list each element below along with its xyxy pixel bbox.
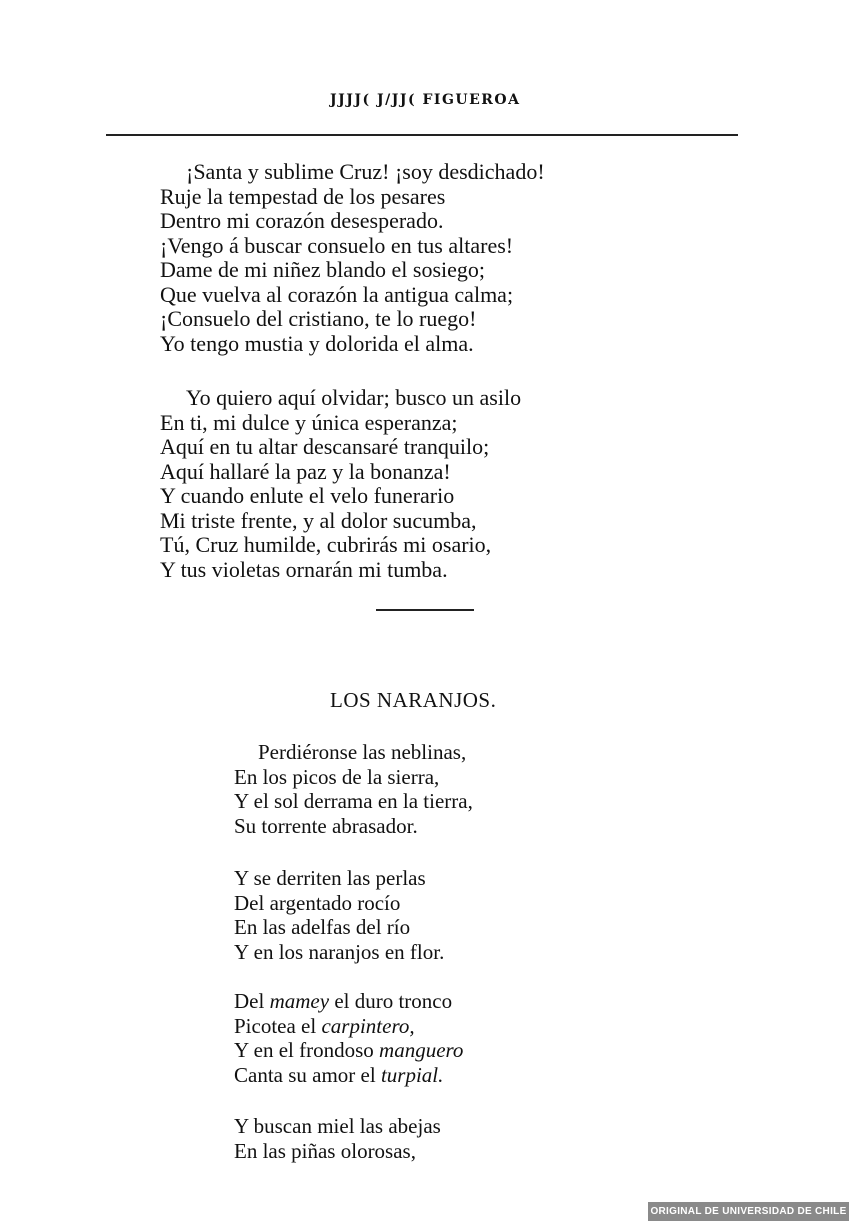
italic-word: mamey <box>269 989 330 1013</box>
poem2-stanza1 <box>234 740 473 838</box>
verse-line: ¡Vengo á buscar consuelo en tus altares! <box>160 232 514 258</box>
verse-line <box>234 1014 463 1039</box>
verse-text: el duro tronco <box>329 989 453 1013</box>
poem1-stanza1 <box>160 160 545 356</box>
verse-line: ¡Santa y sublime Cruz! ¡soy desdichado! <box>186 159 545 184</box>
italic-word: manguero <box>379 1038 464 1062</box>
library-watermark: ORIGINAL DE UNIVERSIDAD DE CHILE <box>648 1202 849 1221</box>
section-divider <box>376 609 474 611</box>
poem1-stanza2 <box>160 386 521 582</box>
verse-line: En ti, mi dulce y única esperanza; <box>160 409 458 435</box>
verse-line: Aquí en tu altar descansaré tranquilo; <box>160 434 490 459</box>
verse-text: Canta su amor el <box>234 1062 381 1087</box>
verse-line: Aquí hallaré la paz y la bonanza! <box>160 458 451 484</box>
verse-line: Del argentado rocío <box>234 890 401 915</box>
poem2-stanza2 <box>234 866 444 964</box>
verse-line: Perdiéronse las neblinas, <box>258 740 467 764</box>
poem2-stanza3 <box>234 989 463 1087</box>
verse-line: Mi triste frente, y al dolor sucumba, <box>160 507 477 533</box>
verse-line <box>234 1063 463 1088</box>
verse-line <box>234 989 463 1014</box>
poem-title: LOS NARANJOS. <box>330 688 497 712</box>
verse-line: En las adelfas del río <box>234 915 411 939</box>
header-rule <box>106 134 738 136</box>
italic-word: carpintero, <box>321 1013 415 1038</box>
poem2-stanza4 <box>234 1114 441 1163</box>
verse-line: Y tus violetas ornarán mi tumba. <box>160 556 448 582</box>
verse-line <box>234 1038 463 1063</box>
verse-line: Que vuelva al corazón la antigua calma; <box>160 281 514 307</box>
verse-line: Dentro mi corazón desesperado. <box>160 208 444 233</box>
verse-text: Y en el frondoso <box>234 1038 380 1062</box>
verse-line: Tú, Cruz humilde, cubrirás mi osario, <box>160 532 492 557</box>
italic-word: turpial. <box>380 1062 444 1087</box>
verse-line: Y cuando enlute el velo funerario <box>160 483 455 508</box>
verse-line: Y se derriten las perlas <box>234 866 426 890</box>
running-head: JJJJ( J/JJ( FIGUEROA <box>330 92 521 108</box>
verse-line: Su torrente abrasador. <box>234 813 418 838</box>
verse-line: Yo quiero aquí olvidar; busco un asilo <box>186 385 522 410</box>
verse-text: Picotea el <box>234 1013 322 1038</box>
verse-line: Y en los naranjos en flor. <box>234 939 445 964</box>
verse-line: Ruje la tempestad de los pesares <box>160 183 446 209</box>
verse-text: Del <box>234 989 270 1013</box>
verse-line: En las piñas olorosas, <box>234 1138 416 1163</box>
verse-line: Dame de mi niñez blando el sosiego; <box>160 257 486 282</box>
verse-line: Y buscan miel las abejas <box>234 1114 441 1138</box>
verse-line: Y el sol derrama en la tierra, <box>234 789 473 813</box>
verse-line: Yo tengo mustia y dolorida el alma. <box>160 330 474 356</box>
verse-line: ¡Consuelo del cristiano, te lo ruego! <box>160 306 477 331</box>
verse-line: En los picos de la sierra, <box>234 764 440 789</box>
